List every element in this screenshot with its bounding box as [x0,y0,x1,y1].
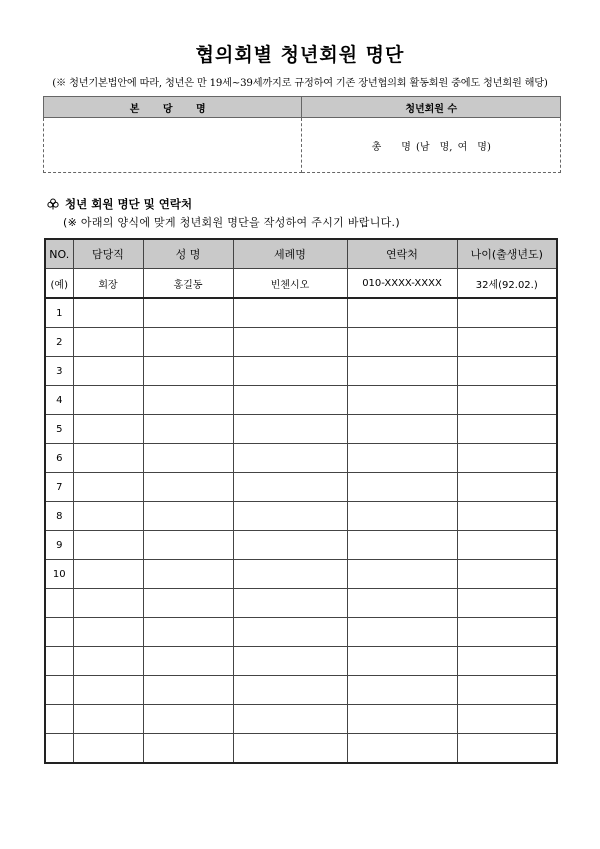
no-cell: 9 [45,531,73,560]
age-cell[interactable] [457,734,557,764]
contact-cell[interactable] [347,473,457,502]
age-cell[interactable] [457,705,557,734]
contact-cell[interactable] [347,415,457,444]
baptismal-name-cell[interactable] [233,298,347,328]
age-cell[interactable] [457,444,557,473]
age-cell[interactable] [457,560,557,589]
age-cell[interactable] [457,473,557,502]
example-age-cell: 32세(92.02.) [457,269,557,299]
table-row [45,647,557,676]
contact-cell[interactable] [347,502,457,531]
age-cell[interactable] [457,647,557,676]
contact-header: 연락처 [347,239,457,269]
position-cell[interactable] [73,647,143,676]
position-cell[interactable] [73,531,143,560]
age-cell[interactable] [457,531,557,560]
name-cell[interactable] [143,589,233,618]
name-cell[interactable] [143,328,233,357]
name-cell[interactable] [143,415,233,444]
name-cell[interactable] [143,647,233,676]
baptismal-name-cell[interactable] [233,473,347,502]
example-contact-cell: 010-XXXX-XXXX [347,269,457,299]
name-cell[interactable] [143,298,233,328]
youth-count-header: 청년회원 수 [302,97,561,118]
parish-name-field[interactable] [44,118,302,173]
no-cell: 7 [45,473,73,502]
name-cell[interactable] [143,705,233,734]
contact-cell[interactable] [347,298,457,328]
contact-cell[interactable] [347,705,457,734]
example-position-cell: 회장 [73,269,143,299]
summary-body-row [44,118,561,173]
no-cell [45,589,73,618]
no-cell: 1 [45,298,73,328]
table-row [45,386,557,415]
position-cell[interactable] [73,386,143,415]
no-cell: 5 [45,415,73,444]
age-cell[interactable] [457,386,557,415]
no-cell [45,705,73,734]
contact-cell[interactable] [347,531,457,560]
section-title: 청년 회원 명단 및 연락처 [65,197,193,211]
contact-cell[interactable] [347,589,457,618]
section-heading [47,196,192,212]
position-cell[interactable] [73,676,143,705]
position-cell[interactable] [73,328,143,357]
no-cell: 2 [45,328,73,357]
position-cell[interactable] [73,357,143,386]
baptismal-name-cell[interactable] [233,676,347,705]
parish-name-header: 본 당 명 [44,97,302,118]
contact-cell[interactable] [347,357,457,386]
baptismal-name-cell[interactable] [233,415,347,444]
name-cell[interactable] [143,560,233,589]
position-cell[interactable] [73,473,143,502]
no-cell: 3 [45,357,73,386]
table-row [45,473,557,502]
baptismal-name-cell[interactable] [233,734,347,764]
position-cell[interactable] [73,298,143,328]
age-cell[interactable] [457,676,557,705]
position-cell[interactable] [73,618,143,647]
baptismal-name-cell[interactable] [233,531,347,560]
baptismal-name-header: 세례명 [233,239,347,269]
table-row [45,676,557,705]
name-header: 성 명 [143,239,233,269]
age-cell[interactable] [457,415,557,444]
table-row [45,357,557,386]
no-cell [45,676,73,705]
no-cell [45,647,73,676]
name-cell[interactable] [143,618,233,647]
position-cell[interactable] [73,502,143,531]
roster-header-row [45,239,557,269]
contact-cell[interactable] [347,734,457,764]
baptismal-name-cell[interactable] [233,647,347,676]
position-cell[interactable] [73,734,143,764]
table-row [45,298,557,328]
summary-header-row [44,97,561,118]
age-cell[interactable] [457,589,557,618]
age-header: 나이(출생년도) [457,239,557,269]
table-row [45,444,557,473]
name-cell[interactable] [143,473,233,502]
name-cell[interactable] [143,444,233,473]
table-row [45,705,557,734]
table-row [45,618,557,647]
age-cell[interactable] [457,298,557,328]
contact-cell[interactable] [347,676,457,705]
name-cell[interactable] [143,357,233,386]
page-title: 협의회별 청년회원 명단 [195,44,405,66]
roster-table [44,238,558,764]
age-cell[interactable] [457,502,557,531]
table-row [45,734,557,764]
table-row [45,589,557,618]
clover-icon [47,198,59,210]
age-cell[interactable] [457,328,557,357]
position-cell[interactable] [73,705,143,734]
no-cell: 8 [45,502,73,531]
example-row [45,269,557,299]
table-row [45,560,557,589]
example-baptismal-name-cell: 빈첸시오 [233,269,347,299]
position-header: 담당직 [73,239,143,269]
regulation-note: (※ 청년기본법안에 따라, 청년은 만 19세~39세까지로 규정하여 기존 장년협의회 활동회원 중에도 청년회원 해당) [52,78,548,89]
baptismal-name-cell[interactable] [233,618,347,647]
no-cell: 6 [45,444,73,473]
youth-count-field[interactable]: 총 명 (남 명, 여 명) [302,118,561,173]
baptismal-name-cell[interactable] [233,589,347,618]
example-name-cell: 홍길동 [143,269,233,299]
contact-cell[interactable] [347,386,457,415]
name-cell[interactable] [143,676,233,705]
table-row [45,415,557,444]
contact-cell[interactable] [347,647,457,676]
table-row [45,502,557,531]
name-cell[interactable] [143,531,233,560]
contact-cell[interactable] [347,560,457,589]
summary-table [43,96,561,173]
no-cell [45,618,73,647]
example-no-cell: (예) [45,269,73,299]
position-cell[interactable] [73,444,143,473]
age-cell[interactable] [457,618,557,647]
no-header: NO. [45,239,73,269]
contact-cell[interactable] [347,328,457,357]
table-row [45,531,557,560]
baptismal-name-cell[interactable] [233,560,347,589]
contact-cell[interactable] [347,444,457,473]
position-cell[interactable] [73,415,143,444]
position-cell[interactable] [73,589,143,618]
table-row [45,328,557,357]
no-cell: 4 [45,386,73,415]
baptismal-name-cell[interactable] [233,705,347,734]
name-cell[interactable] [143,734,233,764]
name-cell[interactable] [143,386,233,415]
baptismal-name-cell[interactable] [233,444,347,473]
name-cell[interactable] [143,502,233,531]
no-cell: 10 [45,560,73,589]
baptismal-name-cell[interactable] [233,386,347,415]
baptismal-name-cell[interactable] [233,357,347,386]
section-note: (※ 아래의 양식에 맞게 청년회원 명단을 작성하여 주시기 바랍니다.) [63,216,400,229]
position-cell[interactable] [73,560,143,589]
baptismal-name-cell[interactable] [233,328,347,357]
no-cell [45,734,73,764]
contact-cell[interactable] [347,618,457,647]
age-cell[interactable] [457,357,557,386]
baptismal-name-cell[interactable] [233,502,347,531]
